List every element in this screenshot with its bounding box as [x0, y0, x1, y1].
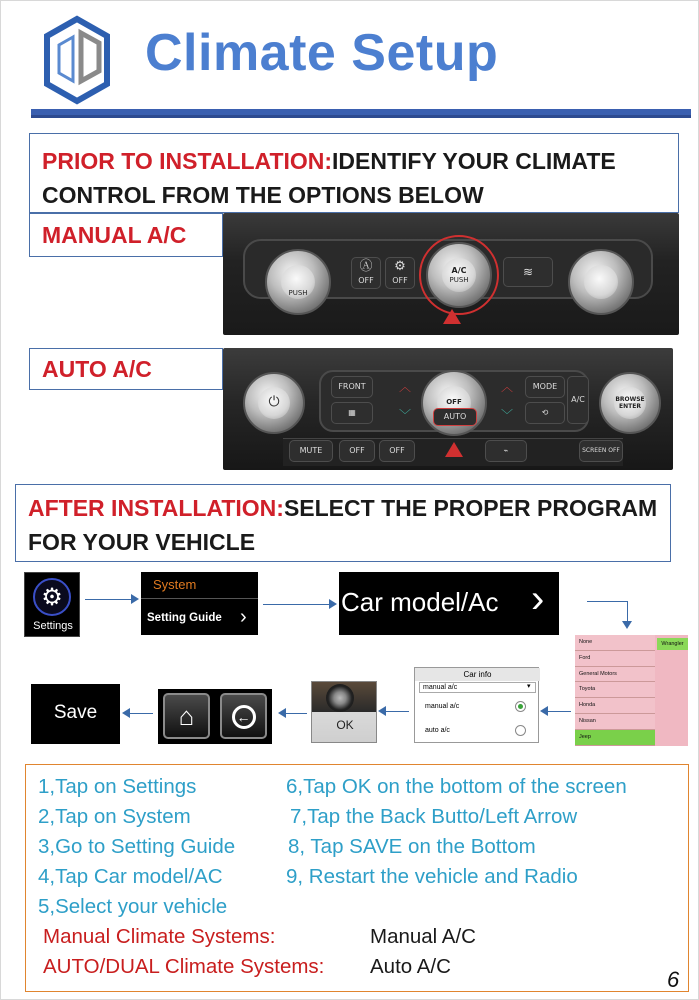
- front-defrost-button: FRONT: [331, 376, 373, 398]
- page-title: Climate Setup: [145, 24, 499, 82]
- arrow-right-icon: [131, 594, 139, 604]
- home-back-screenshot: [158, 689, 272, 744]
- vehicle-list-item[interactable]: Nissan: [575, 714, 655, 730]
- vehicle-list-item[interactable]: None: [575, 635, 655, 651]
- auto-ac-label: AUTO A/C: [29, 348, 223, 390]
- vehicle-list: [575, 635, 655, 746]
- flow-arrow-1: [85, 599, 133, 600]
- defrost-button: ≋: [503, 257, 553, 287]
- manual-systems-value: Manual A/C: [370, 925, 476, 948]
- hazard-auto-icon: [445, 442, 463, 457]
- tire-icon: [326, 684, 354, 712]
- temp-down-icon: ﹀: [399, 408, 412, 422]
- arrow-left-icon: [540, 706, 548, 716]
- arrow-left-icon: [122, 708, 130, 718]
- arrow-left-icon: [378, 706, 386, 716]
- flow-arrow-3-down: [627, 601, 628, 623]
- fan-knob-icon: PUSH: [265, 249, 331, 315]
- prior-installation-box: [29, 133, 679, 213]
- chevron-right-icon: ›: [240, 606, 247, 628]
- car-info-screenshot[interactable]: [414, 667, 539, 743]
- settings-screenshot[interactable]: [24, 572, 80, 637]
- settings-label: Settings: [33, 620, 73, 632]
- radio-selected-icon[interactable]: [515, 701, 526, 712]
- after-line1: SELECT THE PROPER PROGRAM: [283, 495, 658, 521]
- ok-label: OK: [336, 718, 354, 732]
- flow-arrow-6: [285, 713, 307, 714]
- auto-systems-value: Auto A/C: [370, 955, 451, 978]
- prior-lead: PRIOR TO INSTALLATION:: [42, 148, 333, 174]
- vehicle-list-screenshot[interactable]: [575, 635, 688, 746]
- car-model-label: Car model/Ac: [341, 587, 499, 617]
- arrow-down-icon: [622, 621, 632, 629]
- mode-button: MODE: [525, 376, 565, 398]
- arrow-left-icon: [278, 708, 286, 718]
- auto-ac-panel-photo: [223, 348, 673, 470]
- manual-ac-panel-photo: [223, 213, 679, 335]
- recirc-button: Ⓐ OFF: [351, 257, 381, 289]
- manual-systems-label: Manual Climate Systems:: [43, 925, 276, 948]
- car-info-title: Car info: [415, 668, 540, 681]
- step-1: 1,Tap on Settings: [38, 775, 197, 798]
- vehicle-list-item[interactable]: Toyota: [575, 682, 655, 698]
- step-6: 6,Tap OK on the bottom of the screen: [286, 775, 627, 798]
- flow-arrow-7: [129, 713, 153, 714]
- vehicle-list-item[interactable]: General Motors: [575, 667, 655, 683]
- arrow-right-icon: [329, 599, 337, 609]
- back-button[interactable]: [220, 693, 267, 739]
- temp-up-right-icon: ︿: [501, 380, 514, 394]
- after-installation-box: [15, 484, 671, 562]
- setting-guide-label: Setting Guide: [147, 612, 222, 624]
- browse-knob-icon: BROWSE ENTER: [599, 372, 661, 434]
- step-7: 7,Tap the Back Butto/Left Arrow: [290, 805, 578, 828]
- flow-arrow-4: [547, 711, 571, 712]
- hazard-icon: [443, 309, 461, 324]
- traction-button: ⚙ OFF: [385, 257, 415, 289]
- auto-systems-label: AUTO/DUAL Climate Systems:: [43, 955, 325, 978]
- flow-arrow-2: [263, 604, 331, 605]
- screen-off-button: SCREEN OFF: [579, 440, 623, 462]
- mode-knob-icon: [568, 249, 634, 315]
- car-model-screenshot[interactable]: [339, 572, 559, 635]
- auto-off-button: OFF: [339, 440, 375, 462]
- vehicle-list-item[interactable]: Honda: [575, 698, 655, 714]
- title-underline: [31, 109, 691, 118]
- back-arrow-icon: ←: [232, 705, 256, 729]
- car-info-option-manual[interactable]: manual a/c: [425, 703, 460, 710]
- car-info-dropdown[interactable]: manual a/c: [419, 682, 536, 693]
- flow-arrow-3: [587, 601, 627, 602]
- wrangler-option[interactable]: Wrangler: [657, 638, 688, 650]
- instructions-box: [25, 764, 689, 992]
- recirc-auto-button: ⟲: [525, 402, 565, 424]
- fan-auto-knob-icon: OFF: [421, 370, 487, 436]
- auto-button: AUTO: [433, 408, 477, 426]
- horn-button: ⌁: [485, 440, 527, 462]
- step-3: 3,Go to Setting Guide: [38, 835, 236, 858]
- page-number: 6: [667, 967, 680, 992]
- save-label: Save: [53, 702, 98, 723]
- system-label: System: [153, 577, 197, 592]
- flow-arrow-5: [385, 711, 409, 712]
- volume-knob-icon: ⏻: [243, 372, 305, 434]
- after-line2: FOR YOUR VEHICLE: [28, 529, 256, 555]
- prior-line2: CONTROL FROM THE OPTIONS BELOW: [42, 182, 484, 208]
- vehicle-list-item[interactable]: Jeep: [575, 730, 655, 746]
- radio-unselected-icon[interactable]: [515, 725, 526, 736]
- system-screenshot[interactable]: [141, 572, 258, 635]
- mute-button: MUTE: [289, 440, 333, 462]
- vehicle-list-item[interactable]: Ford: [575, 651, 655, 667]
- rear-defrost-button: ▦: [331, 402, 373, 424]
- save-screenshot[interactable]: [31, 684, 120, 744]
- after-lead: AFTER INSTALLATION:: [28, 495, 284, 521]
- manual-ac-label: MANUAL A/C: [29, 213, 223, 257]
- gear-icon: ⚙: [41, 584, 63, 611]
- ac-button: A/C: [567, 376, 589, 424]
- step-5: 5,Select your vehicle: [38, 895, 228, 918]
- chevron-right-large-icon: ›: [531, 577, 545, 621]
- step-9: 9, Restart the vehicle and Radio: [286, 865, 578, 888]
- traction-off-button: OFF: [379, 440, 415, 462]
- ok-screenshot[interactable]: [311, 681, 377, 743]
- step-4: 4,Tap Car model/AC: [38, 865, 223, 888]
- car-info-option-auto[interactable]: auto a/c: [425, 727, 450, 734]
- prior-line1: IDENTIFY YOUR CLIMATE: [332, 148, 616, 174]
- temp-down-right-icon: ﹀: [501, 408, 514, 422]
- temp-up-icon: ︿: [399, 380, 412, 394]
- step-8: 8, Tap SAVE on the Bottom: [288, 835, 536, 858]
- home-icon: ⌂: [178, 701, 195, 731]
- home-button[interactable]: [163, 693, 210, 739]
- hexagon-logo-icon: [41, 15, 113, 105]
- step-2: 2,Tap on System: [38, 805, 191, 828]
- temperature-knob-icon: A/C PUSH: [426, 242, 492, 308]
- dropdown-caret-icon: ▾: [527, 683, 531, 690]
